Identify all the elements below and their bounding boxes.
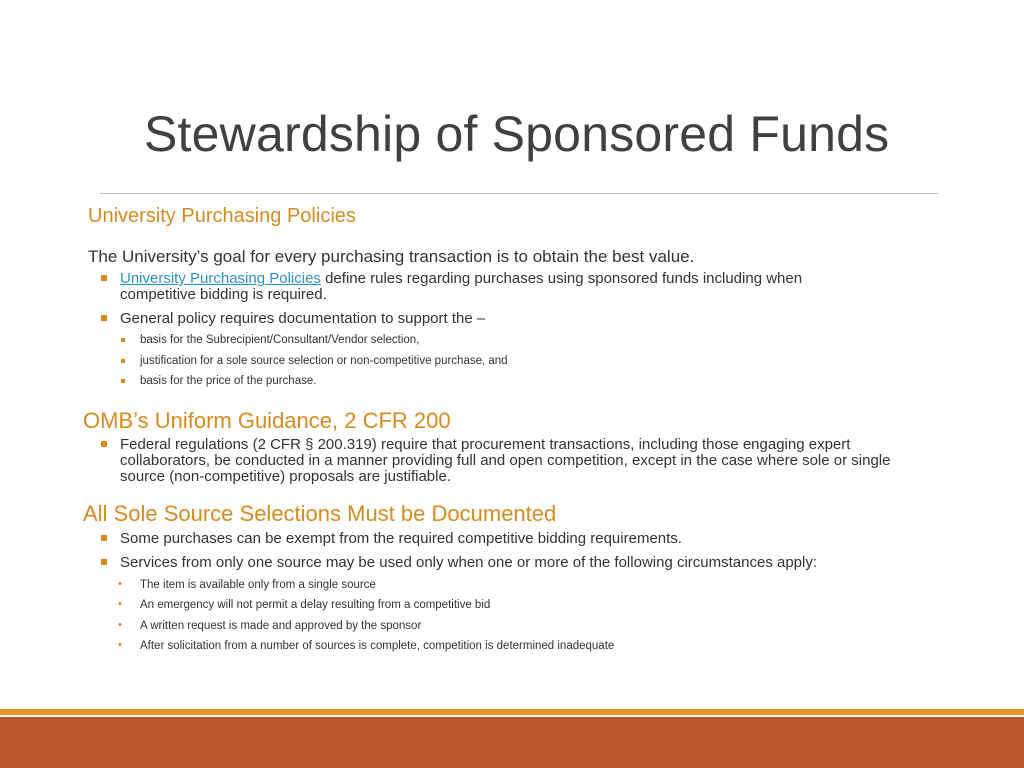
square-bullet-icon	[121, 379, 125, 383]
square-bullet-icon	[101, 315, 107, 321]
footer-band	[0, 717, 1024, 768]
bullet-exempt-purchases	[120, 531, 930, 547]
bullet-general-policy	[120, 311, 930, 327]
subitem	[140, 355, 508, 367]
bullet-text: define rules regarding purchases using sponsored funds including when	[320, 270, 803, 287]
subitem-text: basis for the Subrecipient/Consultant/Vendor selection,	[140, 334, 420, 346]
dot-bullet-icon: •	[118, 639, 122, 651]
section-heading-purchasing-policies: University Purchasing Policies	[88, 205, 356, 227]
title-divider	[100, 193, 938, 194]
square-bullet-icon	[101, 441, 107, 447]
square-bullet-icon	[101, 559, 107, 565]
dot-bullet-icon: •	[118, 578, 122, 590]
bullet-text-continued: collaborators, be conducted in a manner providing full and open competition, except in the case where sole or single	[120, 452, 891, 469]
bullet-purchasing-policies	[120, 271, 930, 303]
square-bullet-icon	[101, 275, 107, 281]
intro-paragraph: The University’s goal for every purchasing transaction is to obtain the best value.	[88, 247, 695, 266]
subitem-text: An emergency will not permit a delay resulting from a competitive bid	[140, 599, 491, 611]
section-heading-uniform-guidance: OMB’s Uniform Guidance, 2 CFR 200	[83, 408, 451, 433]
subitem	[118, 619, 422, 632]
bullet-federal-regulations	[120, 437, 930, 485]
square-bullet-icon	[121, 338, 125, 342]
square-bullet-icon	[121, 359, 125, 363]
bullet-text-continued: source (non-competitive) proposals are justifiable.	[120, 468, 451, 485]
subitem	[140, 375, 316, 387]
subitem-text: The item is available only from a single source	[140, 579, 376, 591]
bullet-text: General policy requires documentation to support the –	[120, 310, 486, 327]
subitem	[140, 334, 419, 346]
bullet-one-source-services	[120, 555, 930, 571]
bullet-text: Some purchases can be exempt from the required competitive bidding requirements.	[120, 530, 682, 547]
subitem	[118, 578, 376, 591]
slide-title: Stewardship of Sponsored Funds	[144, 106, 890, 162]
subitem	[118, 639, 615, 652]
bullet-text: Federal regulations (2 CFR § 200.319) require that procurement transactions, including those engaging expert	[120, 436, 851, 453]
subitem-text: After solicitation from a number of sources is complete, competition is determined inadequate	[140, 640, 615, 652]
subitem-text: A written request is made and approved by the sponsor	[140, 620, 422, 632]
subitem	[118, 598, 491, 611]
dot-bullet-icon: •	[118, 598, 122, 610]
square-bullet-icon	[101, 535, 107, 541]
footer-accent-stripe	[0, 709, 1024, 715]
bullet-text-continued: competitive bidding is required.	[120, 286, 327, 303]
subitem-text: justification for a sole source selection or non-competitive purchase, and	[140, 355, 508, 367]
subitem-text: basis for the price of the purchase.	[140, 375, 317, 387]
dot-bullet-icon: •	[118, 619, 122, 631]
bullet-text: Services from only one source may be used only when one or more of the following circumstances apply:	[120, 554, 818, 571]
section-heading-sole-source: All Sole Source Selections Must be Documented	[83, 501, 557, 526]
purchasing-policies-link[interactable]: University Purchasing Policies	[120, 270, 321, 287]
